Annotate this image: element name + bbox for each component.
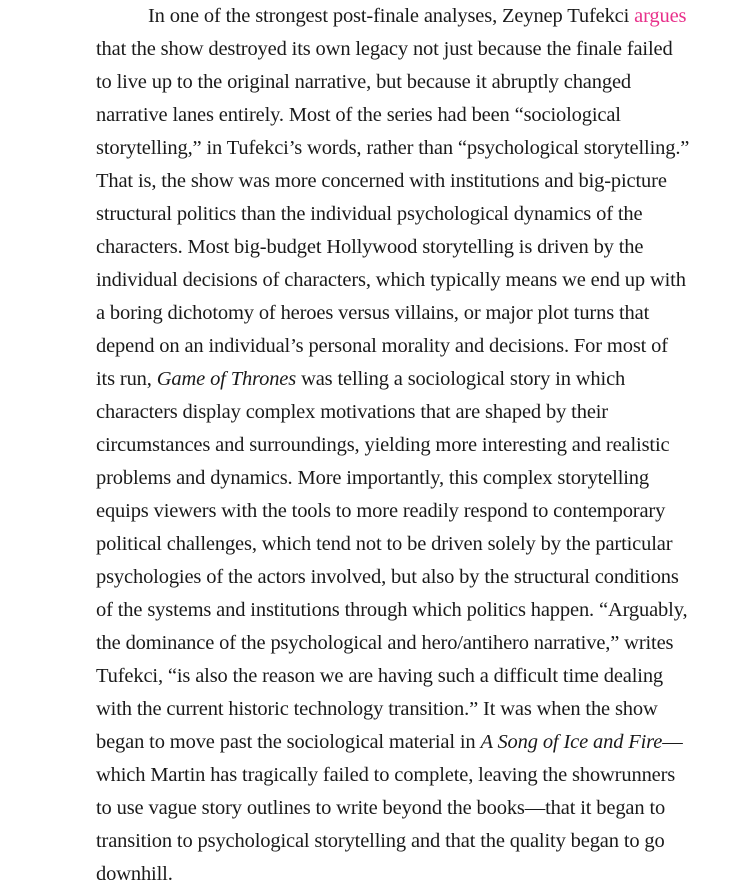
- text-line: narrative lanes entirely. Most of the series had been “sociological: [96, 104, 621, 126]
- text-line: equips viewers with the tools to more readily respond to contemporary: [96, 500, 666, 522]
- text-line: that the show destroyed its own legacy not just because the finale failed: [96, 38, 673, 60]
- text-line: psychologies of the actors involved, but also by the structural conditions: [96, 566, 679, 588]
- title-game-of-thrones: Game of Thrones: [156, 368, 297, 390]
- text-segment: began to move past the sociological material in: [96, 731, 481, 753]
- text-line: characters display complex motivations that are shaped by their: [96, 401, 608, 423]
- text-line: a boring dichotomy of heroes versus villains, or major plot turns that: [96, 302, 650, 324]
- text-line: to use vague story outlines to write beyond the books—that it began to: [96, 797, 666, 819]
- text-line: of the systems and institutions through which politics happen. “Arguably,: [96, 599, 688, 621]
- text-line: depend on an individual’s personal morality and decisions. For most of: [96, 335, 668, 357]
- text-segment: In one of the strongest post-finale analyses, Zeynep Tufekci: [148, 5, 635, 27]
- text-line: Tufekci, “is also the reason we are having such a difficult time dealing: [96, 665, 664, 687]
- article-body: [96, 0, 690, 891]
- text-line: to live up to the original narrative, but because it abruptly changed: [96, 71, 632, 93]
- text-line: characters. Most big-budget Hollywood storytelling is driven by the: [96, 236, 644, 258]
- text-line: structural politics than the individual psychological dynamics of the: [96, 203, 643, 225]
- text-segment: its run,: [96, 368, 157, 390]
- text-line: downhill.: [96, 863, 173, 885]
- text-line: [96, 0, 687, 33]
- title-a-song-of-ice-and-fire: A Song of Ice and Fire: [480, 731, 663, 753]
- text-line: [96, 726, 683, 759]
- text-line: transition to psychological storytelling and that the quality began to go: [96, 830, 665, 852]
- text-line: circumstances and surroundings, yielding more interesting and realistic: [96, 434, 670, 456]
- text-line: political challenges, which tend not to be driven solely by the particular: [96, 533, 673, 555]
- text-segment: —: [662, 731, 683, 753]
- text-line: individual decisions of characters, which typically means we end up with: [96, 269, 686, 291]
- text-line: storytelling,” in Tufekci’s words, rather than “psychological storytelling.”: [96, 137, 690, 159]
- article-paragraph: [96, 0, 690, 891]
- text-segment: was telling a sociological story in which: [296, 368, 626, 390]
- text-line: which Martin has tragically failed to complete, leaving the showrunners: [96, 764, 676, 786]
- text-line: with the current historic technology transition.” It was when the show: [96, 698, 658, 720]
- text-line: That is, the show was more concerned with institutions and big-picture: [96, 170, 667, 192]
- argues-link[interactable]: argues: [634, 5, 687, 27]
- text-line: the dominance of the psychological and hero/antihero narrative,” writes: [96, 632, 674, 654]
- text-line: problems and dynamics. More importantly, this complex storytelling: [96, 467, 649, 489]
- text-line: [96, 363, 676, 396]
